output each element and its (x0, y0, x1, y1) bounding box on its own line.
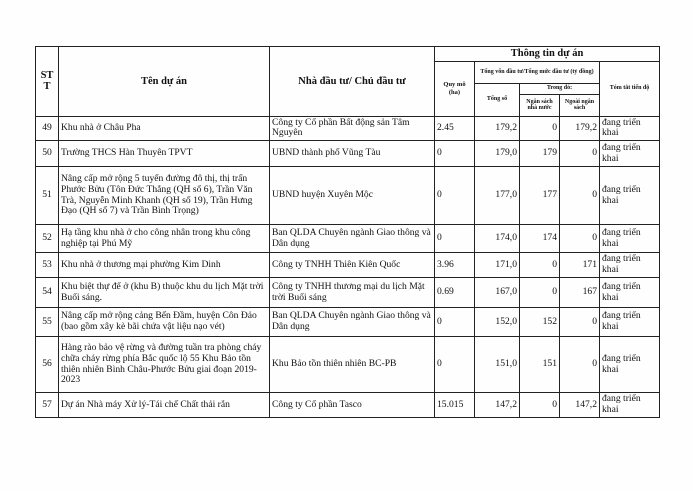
projects-table (35, 46, 660, 418)
row-scale: 0 (435, 141, 475, 167)
row-stt: 56 (36, 337, 59, 393)
row-total: 174,0 (475, 225, 520, 253)
row-project-name: Trường THCS Hàn Thuyên TPVT (59, 141, 270, 167)
row-scale: 0 (435, 225, 475, 253)
table-row (36, 253, 660, 278)
row-scale: 0.69 (435, 278, 475, 308)
row-status: đang triển khai (600, 393, 660, 418)
row-project-name: Nâng cấp mở rộng cảng Bến Đầm, huyện Côn Đảo (bao gồm xây kè bãi chứa vật liệu nạo vét) (59, 308, 270, 337)
header-of-which: Trong đó: (520, 83, 600, 94)
row-investor: Công ty Cổ phần Bất động sản Tâm Nguyên (270, 116, 435, 140)
header-total: Tổng số (475, 83, 520, 116)
row-stt: 55 (36, 308, 59, 337)
row-project-name: Khu biệt thự để ở (khu B) thuộc khu du lịch Mặt trời Buổi sáng. (59, 278, 270, 308)
row-investor: Công ty TNHH thương mại du lịch Mặt trời Buổi sáng (270, 278, 435, 308)
row-status: đang triển khai (600, 225, 660, 253)
row-state: 152 (520, 308, 560, 337)
header-progress: Tóm tắt tiến độ (600, 61, 660, 116)
table-row (36, 225, 660, 253)
row-stt: 54 (36, 278, 59, 308)
row-project-name: Hàng rào bảo vệ rừng và đường tuần tra phòng cháy chữa cháy rừng phía Bắc quốc lộ 55 Khu Bảo tồn thiên nhiên Bình Châu-Phước Bửu giai đoạn 2019-2023 (59, 337, 270, 393)
row-investor: Ban QLDA Chuyên ngành Giao thông và Dân dụng (270, 225, 435, 253)
row-investor: Công ty TNHH Thiên Kiên Quốc (270, 253, 435, 278)
row-state: 0 (520, 393, 560, 418)
row-non-state: 0 (560, 141, 600, 167)
row-status: đang triển khai (600, 278, 660, 308)
row-total: 152,0 (475, 308, 520, 337)
row-stt: 57 (36, 393, 59, 418)
row-project-name: Dự án Nhà máy Xử lý-Tái chế Chất thải rắn (59, 393, 270, 418)
row-scale: 0 (435, 308, 475, 337)
row-status: đang triển khai (600, 308, 660, 337)
row-status: đang triển khai (600, 167, 660, 225)
row-total: 147,2 (475, 393, 520, 418)
row-total: 151,0 (475, 337, 520, 393)
row-investor: Công ty Cổ phần Tasco (270, 393, 435, 418)
row-state: 151 (520, 337, 560, 393)
row-state: 0 (520, 253, 560, 278)
row-scale: 0 (435, 167, 475, 225)
table-row (36, 337, 660, 393)
row-status: đang triển khai (600, 116, 660, 140)
row-project-name: Khu nhà ở thương mại phường Kim Dinh (59, 253, 270, 278)
table-row (36, 141, 660, 167)
table-row (36, 116, 660, 140)
header-project-name: Tên dự án (59, 47, 270, 117)
header-non-state-budget: Ngoài ngân sách (560, 94, 600, 116)
row-total: 171,0 (475, 253, 520, 278)
row-status: đang triển khai (600, 337, 660, 393)
header-scale: Quy mô (ha) (435, 61, 475, 116)
row-investor: Khu Bảo tồn thiên nhiên BC-PB (270, 337, 435, 393)
row-status: đang triển khai (600, 253, 660, 278)
row-state: 0 (520, 116, 560, 140)
row-status: đang triển khai (600, 141, 660, 167)
row-non-state: 0 (560, 308, 600, 337)
row-non-state: 0 (560, 167, 600, 225)
table-body (36, 116, 660, 417)
row-investor: UBND huyện Xuyên Mộc (270, 167, 435, 225)
row-non-state: 167 (560, 278, 600, 308)
row-state: 174 (520, 225, 560, 253)
row-scale: 15.015 (435, 393, 475, 418)
row-non-state: 147,2 (560, 393, 600, 418)
row-state: 179 (520, 141, 560, 167)
header-stt: ST T (36, 47, 59, 117)
row-total: 167,0 (475, 278, 520, 308)
header-state-budget: Ngân sách nhà nước (520, 94, 560, 116)
header-investor: Nhà đầu tư/ Chủ đầu tư (270, 47, 435, 117)
row-non-state: 0 (560, 225, 600, 253)
table-row (36, 393, 660, 418)
row-non-state: 171 (560, 253, 600, 278)
row-state: 0 (520, 278, 560, 308)
row-stt: 50 (36, 141, 59, 167)
row-project-name: Hạ tầng khu nhà ở cho công nhân trong khu công nghiệp tại Phú Mỹ (59, 225, 270, 253)
header-total-capital: Tổng vốn đầu tư/Tổng mức đầu tư (tỷ đồng) (475, 61, 600, 83)
row-stt: 49 (36, 116, 59, 140)
header-project-info: Thông tin dự án (435, 47, 660, 62)
row-investor: UBND thành phố Vũng Tàu (270, 141, 435, 167)
row-state: 177 (520, 167, 560, 225)
row-stt: 51 (36, 167, 59, 225)
row-scale: 0 (435, 337, 475, 393)
row-project-name: Khu nhà ở Châu Pha (59, 116, 270, 140)
table-header (36, 47, 660, 117)
row-total: 179,2 (475, 116, 520, 140)
table-row (36, 167, 660, 225)
table-row (36, 308, 660, 337)
row-scale: 3.96 (435, 253, 475, 278)
row-total: 179,0 (475, 141, 520, 167)
row-investor: Ban QLDA Chuyên ngành Giao thông và Dân dụng (270, 308, 435, 337)
row-non-state: 179,2 (560, 116, 600, 140)
row-scale: 2.45 (435, 116, 475, 140)
row-project-name: Nâng cấp mở rộng 5 tuyến đường đô thị, thị trấn Phước Bửu (Tôn Đức Thắng (QH số 6), Trần Văn Trà, Nguyễn Minh Khanh (QH số 19), Trần Hưng Đạo (QH số 7) và Trần Bình Trọng) (59, 167, 270, 225)
row-total: 177,0 (475, 167, 520, 225)
table-row (36, 278, 660, 308)
row-stt: 52 (36, 225, 59, 253)
row-stt: 53 (36, 253, 59, 278)
row-non-state: 0 (560, 337, 600, 393)
